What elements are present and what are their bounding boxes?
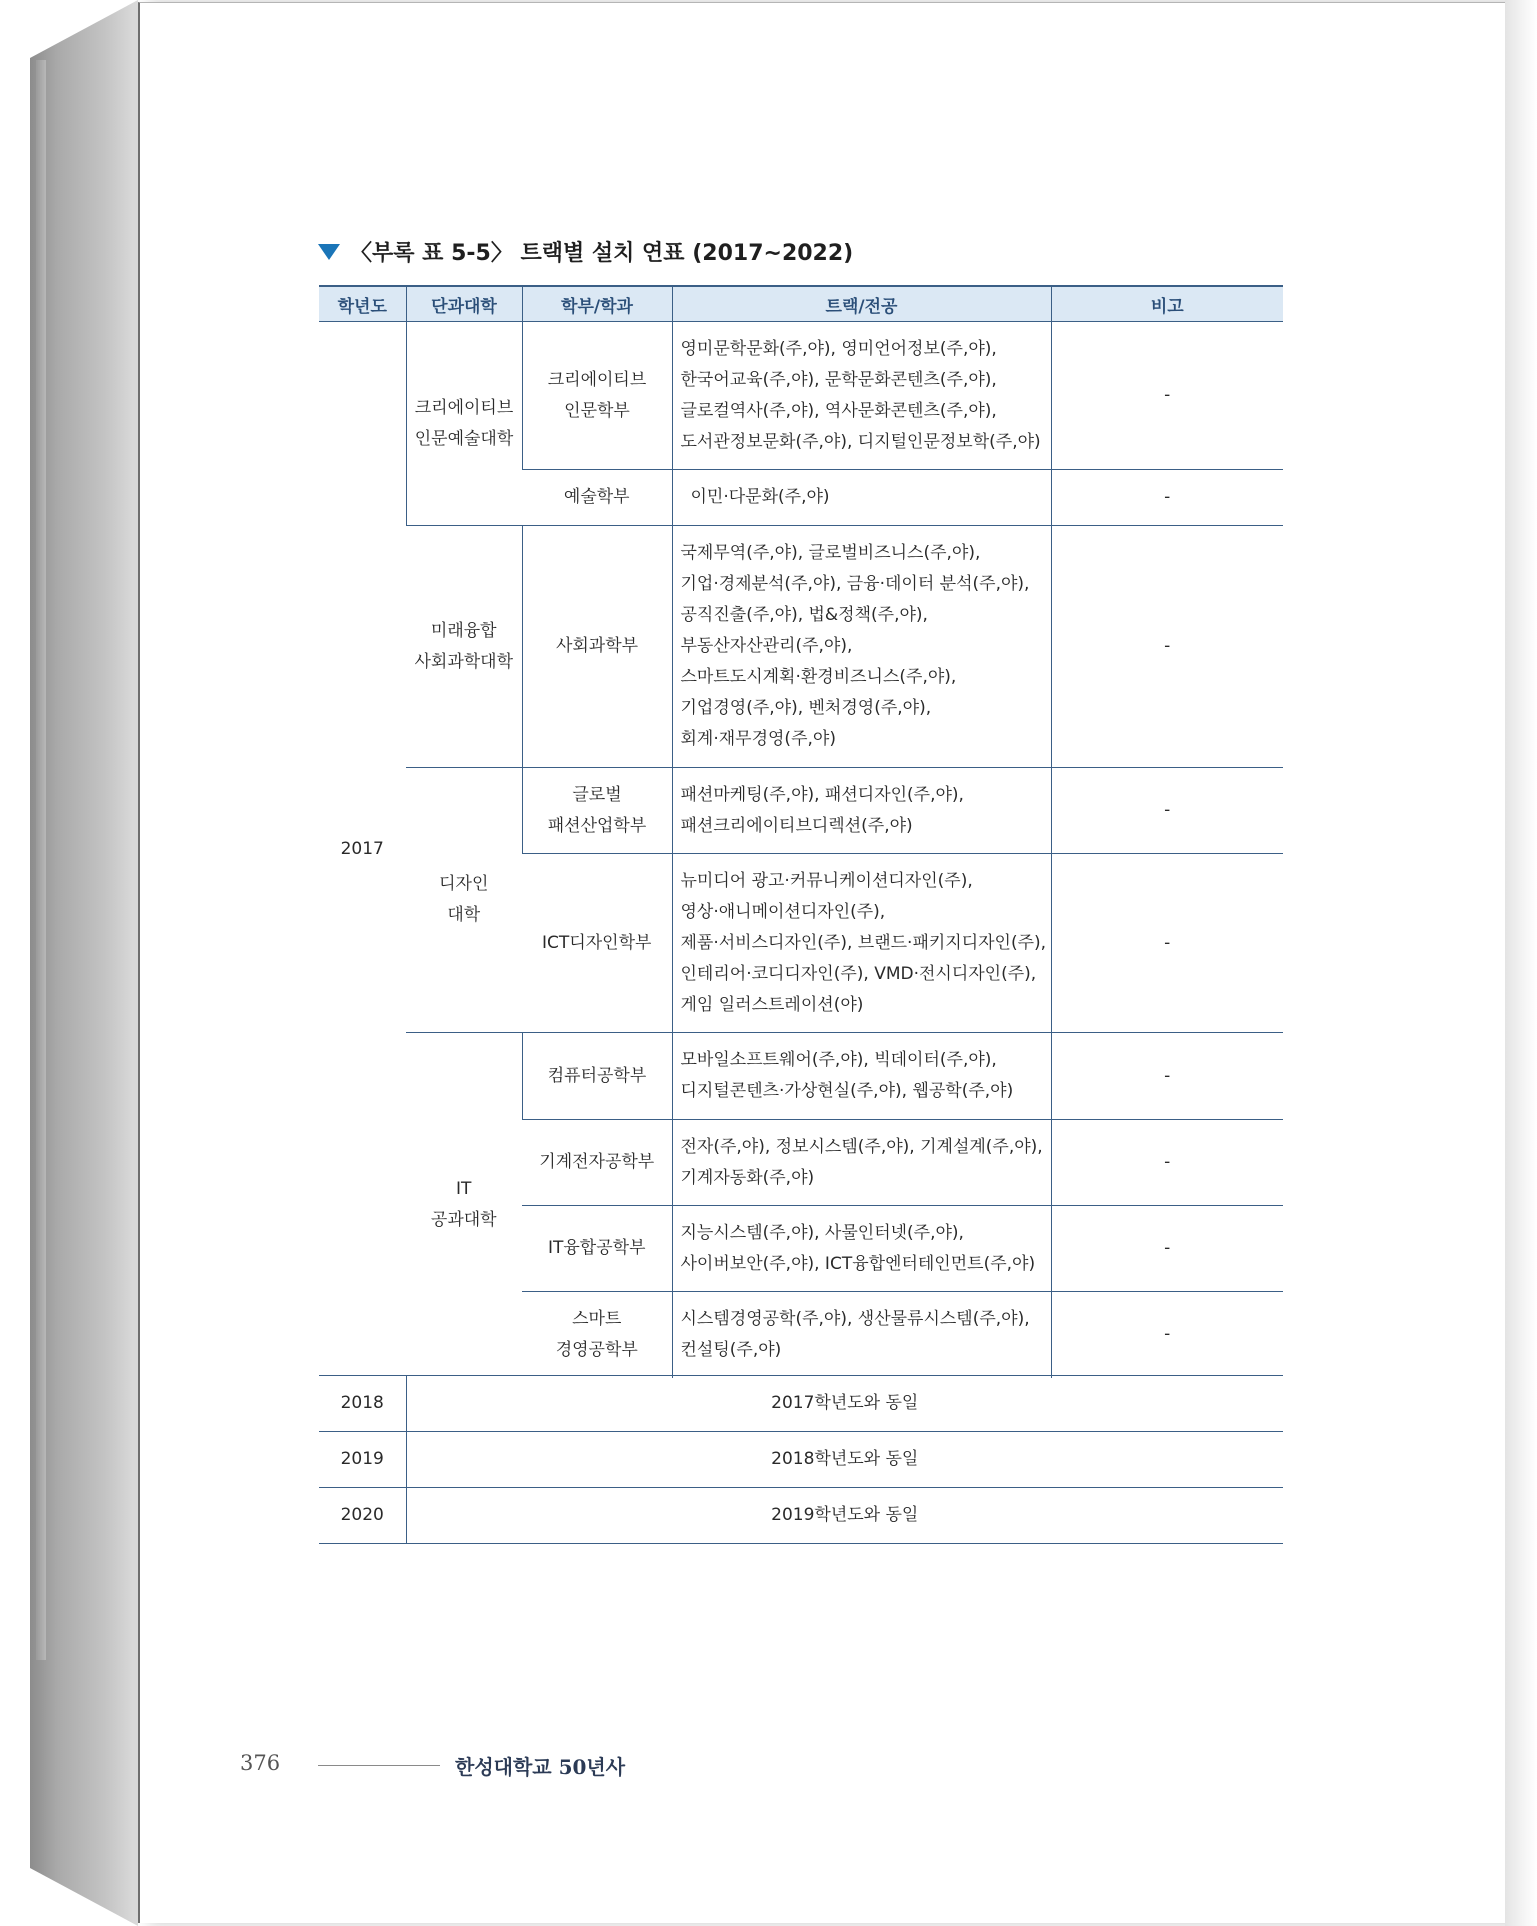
track-cell: 패션마케팅(주,야), 패션디자인(주,야), 패션크리에이티브디렉션(주,야) bbox=[672, 768, 1051, 854]
same-as-previous-cell: 2017학년도와 동일 bbox=[406, 1376, 1283, 1432]
track-cell: 전자(주,야), 정보시스템(주,야), 기계설계(주,야), 기계자동화(주,야) bbox=[672, 1120, 1051, 1206]
header-college: 단과대학 bbox=[406, 286, 522, 322]
year-cell: 2018 bbox=[319, 1376, 406, 1432]
later-years-table bbox=[319, 1375, 1283, 1544]
note-cell: - bbox=[1051, 768, 1283, 854]
year-cell-2017: 2017 bbox=[319, 322, 406, 1378]
note-cell: - bbox=[1051, 1292, 1283, 1378]
track-table bbox=[319, 285, 1283, 1378]
table-title bbox=[318, 236, 853, 267]
department-cell: 예술학부 bbox=[522, 470, 672, 526]
year-cell: 2020 bbox=[319, 1488, 406, 1544]
table-row bbox=[319, 1432, 1283, 1488]
department-cell: 스마트 경영공학부 bbox=[522, 1292, 672, 1378]
note-cell: - bbox=[1051, 470, 1283, 526]
header-department: 학부/학과 bbox=[522, 286, 672, 322]
header-year: 학년도 bbox=[319, 286, 406, 322]
department-cell: 글로벌 패션산업학부 bbox=[522, 768, 672, 854]
track-cell: 뉴미디어 광고·커뮤니케이션디자인(주), 영상·애니메이션디자인(주), 제품·서비스디자인(주), 브랜드·패키지디자인(주), 인테리어·코디디자인(주), VMD·전시디자인(주), 게임 일러스트레이션(야) bbox=[672, 854, 1051, 1033]
track-cell: 이민·다문화(주,야) bbox=[672, 470, 1051, 526]
note-cell: - bbox=[1051, 1120, 1283, 1206]
table-row bbox=[319, 768, 1283, 854]
table-header-row bbox=[319, 286, 1283, 322]
track-cell: 시스템경영공학(주,야), 생산물류시스템(주,야), 컨설팅(주,야) bbox=[672, 1292, 1051, 1378]
track-cell: 국제무역(주,야), 글로벌비즈니스(주,야), 기업·경제분석(주,야), 금융·데이터 분석(주,야), 공직진출(주,야), 법&정책(주,야), 부동산자산관리(주,야), 스마트도시계획·환경비즈니스(주,야), 기업경영(주,야), 벤처경영(주,야), 회계·재무경영(주,야) bbox=[672, 526, 1051, 768]
note-cell: - bbox=[1051, 322, 1283, 470]
department-cell: 사회과학부 bbox=[522, 526, 672, 768]
track-cell: 지능시스템(주,야), 사물인터넷(주,야), 사이버보안(주,야), ICT융합엔터테인먼트(주,야) bbox=[672, 1206, 1051, 1292]
department-cell: ICT디자인학부 bbox=[522, 854, 672, 1033]
table-row bbox=[319, 526, 1283, 768]
note-cell: - bbox=[1051, 1206, 1283, 1292]
triangle-down-icon bbox=[318, 244, 340, 260]
note-cell: - bbox=[1051, 1033, 1283, 1120]
table-row bbox=[319, 1488, 1283, 1544]
track-cell: 영미문학문화(주,야), 영미언어정보(주,야), 한국어교육(주,야), 문학문화콘텐츠(주,야), 글로컬역사(주,야), 역사문화콘텐츠(주,야), 도서관정보문화(주,야), 디지털인문정보학(주,야) bbox=[672, 322, 1051, 470]
header-track: 트랙/전공 bbox=[672, 286, 1051, 322]
same-as-previous-cell: 2019학년도와 동일 bbox=[406, 1488, 1283, 1544]
college-cell: 크리에이티브 인문예술대학 bbox=[406, 322, 522, 526]
table-row bbox=[319, 322, 1283, 470]
table-row bbox=[319, 1033, 1283, 1120]
page-right-shadow bbox=[1505, 0, 1537, 1926]
page-number: 376 bbox=[240, 1751, 281, 1775]
college-cell: IT 공과대학 bbox=[406, 1033, 522, 1378]
table-title-text: 〈부록 표 5-5〉 트랙별 설치 연표 (2017~2022) bbox=[350, 241, 854, 266]
department-cell: IT융합공학부 bbox=[522, 1206, 672, 1292]
department-cell: 컴퓨터공학부 bbox=[522, 1033, 672, 1120]
book-spine-highlight bbox=[36, 60, 46, 1660]
college-cell: 디자인 대학 bbox=[406, 768, 522, 1033]
track-cell: 모바일소프트웨어(주,야), 빅데이터(주,야), 디지털콘텐츠·가상현실(주,야), 웹공학(주,야) bbox=[672, 1033, 1051, 1120]
note-cell: - bbox=[1051, 854, 1283, 1033]
book-spine-edge bbox=[30, 0, 138, 1926]
table-row bbox=[319, 1376, 1283, 1432]
note-cell: - bbox=[1051, 526, 1283, 768]
year-cell: 2019 bbox=[319, 1432, 406, 1488]
book-title: 한성대학교 50년사 bbox=[455, 1755, 626, 1779]
college-cell: 미래융합 사회과학대학 bbox=[406, 526, 522, 768]
header-note: 비고 bbox=[1051, 286, 1283, 322]
same-as-previous-cell: 2018학년도와 동일 bbox=[406, 1432, 1283, 1488]
footer-rule bbox=[318, 1765, 440, 1766]
department-cell: 기계전자공학부 bbox=[522, 1120, 672, 1206]
department-cell: 크리에이티브 인문학부 bbox=[522, 322, 672, 470]
